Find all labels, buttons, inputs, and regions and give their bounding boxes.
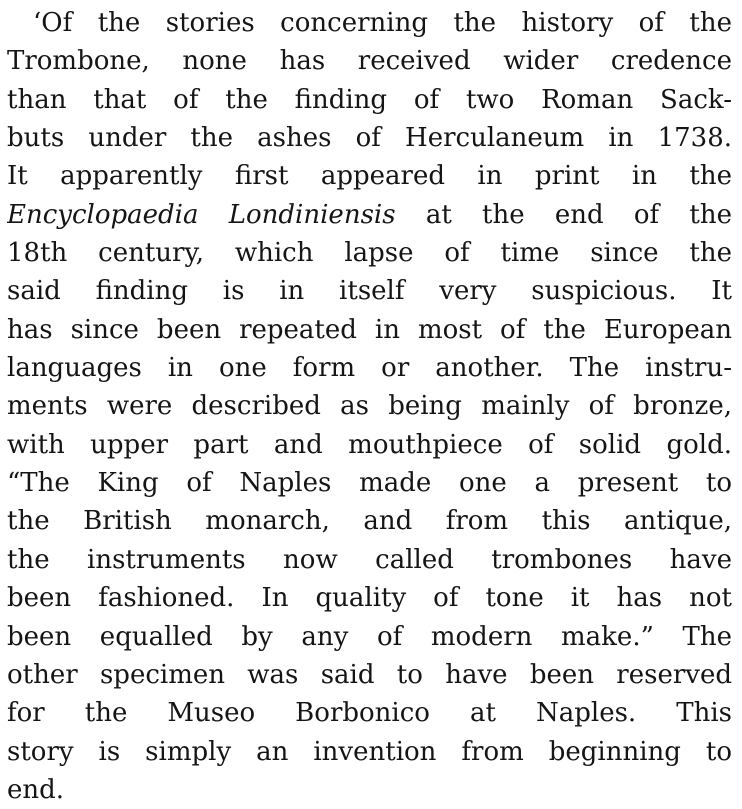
text-line: said finding is in itself very suspicious. It xyxy=(7,276,732,307)
text-line xyxy=(7,196,732,234)
text-line: It apparently first appeared in print in the xyxy=(7,161,732,192)
text-line: buts under the ashes of Herculaneum in 1738. xyxy=(7,123,732,154)
text-line: story is simply an invention from beginning to xyxy=(7,736,732,767)
text-line: ments were described as being mainly of bronze, xyxy=(7,391,732,422)
text-fragment: at the end of the xyxy=(395,199,732,230)
text-line: languages in one form or another. The instru- xyxy=(7,353,732,384)
text-line: than that of the finding of two Roman Sack- xyxy=(7,84,732,115)
text-line: 18th century, which lapse of time since the xyxy=(7,238,732,269)
text-line: with upper part and mouthpiece of solid gold. xyxy=(7,429,732,460)
book-title: Encyclopaedia Londiniensis xyxy=(7,199,396,230)
text-line: Trombone, none has received wider credence xyxy=(7,46,732,77)
text-line: end. xyxy=(7,774,65,805)
text-line: “The King of Naples made one a present to xyxy=(7,468,732,499)
text-line: for the Museo Borbonico at Naples. This xyxy=(7,698,732,729)
text-line: ‘Of the stories concerning the history of the xyxy=(33,8,732,38)
text-line: has since been repeated in most of the European xyxy=(7,314,732,345)
text-line: been fashioned. In quality of tone it has not xyxy=(7,583,732,614)
text-line: the British monarch, and from this antique, xyxy=(7,506,732,537)
text-line: been equalled by any of modern make.” The xyxy=(7,621,732,652)
text-line: other specimen was said to have been reserved xyxy=(7,659,732,690)
text-line: the instruments now called trombones have xyxy=(7,544,732,575)
